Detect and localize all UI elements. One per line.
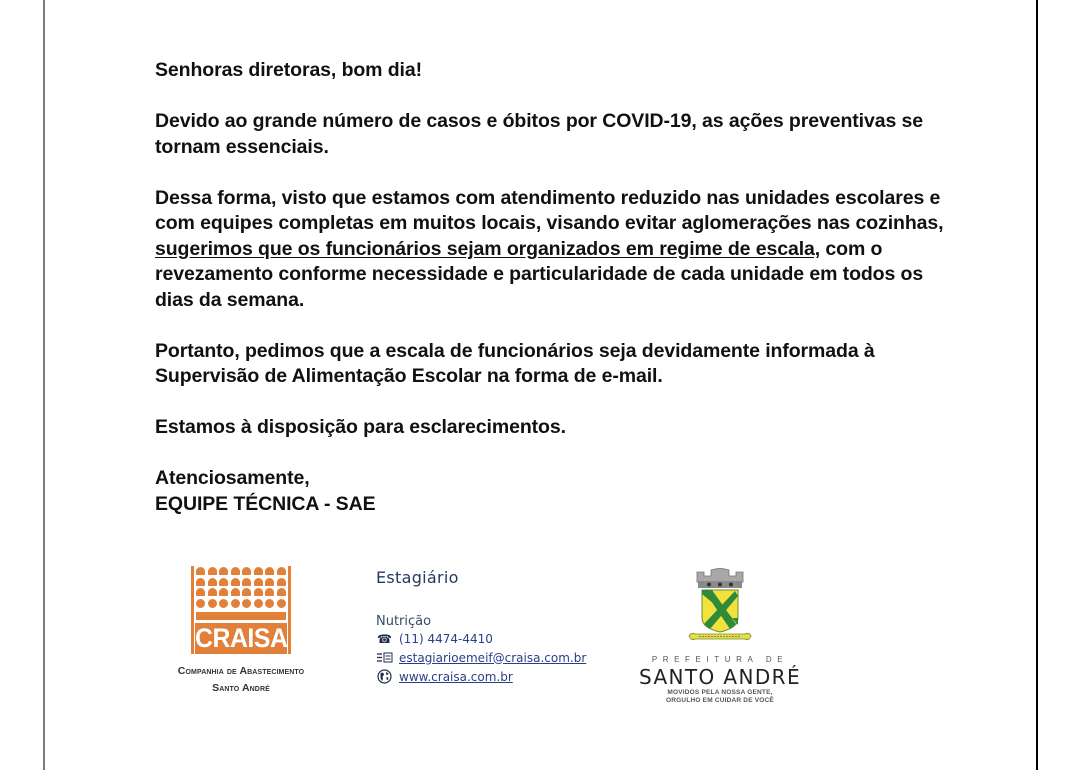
paragraph-availability: Estamos à disposição para esclarecimentos. xyxy=(155,416,566,438)
letter-body xyxy=(155,58,955,517)
contact-title: Estagiário xyxy=(376,568,459,587)
contact-email-line xyxy=(376,648,586,667)
craisa-caption-line2: Santo André xyxy=(212,682,270,694)
paragraph-request: Portanto, pedimos que a escala de funcionários seja devidamente informada à Supervisão de Alimentação Escolar na forma de e-mail. xyxy=(155,339,875,387)
craisa-caption-line1: Companhia de Abastecimento xyxy=(177,665,305,677)
prefeitura-label: PREFEITURA DE xyxy=(651,655,789,664)
contact-department: Nutrição xyxy=(376,614,432,629)
craisa-logo xyxy=(150,566,330,697)
contact-email-link[interactable]: estagiarioemeif@craisa.com.br xyxy=(399,650,587,665)
email-icon xyxy=(376,651,393,664)
paragraph-escala-intro: Dessa forma, visto que estamos com atendimento reduzido nas unidades escolares e com equipes completas em muitos locais, visando evitar aglomerações nas cozinhas, xyxy=(155,186,944,234)
santo-andre-label: SANTO ANDRÉ xyxy=(638,665,801,689)
phone-icon: ☎ xyxy=(377,631,392,646)
greeting: Senhoras diretoras, bom dia! xyxy=(155,59,423,81)
closing: Atenciosamente, xyxy=(155,467,310,489)
craisa-emblem xyxy=(191,566,291,654)
prefeitura-tagline-1: MOVIDOS PELA NOSSA GENTE, xyxy=(667,689,773,696)
page-border-left xyxy=(43,0,45,770)
contact-signature xyxy=(376,568,586,686)
paragraph-covid: Devido ao grande número de casos e óbitos por COVID-19, as ações preventivas se tornam essenciais. xyxy=(155,110,924,158)
coat-of-arms-icon xyxy=(685,568,755,646)
prefeitura-tagline-2: ORGULHO EM CUIDAR DE VOCÊ xyxy=(666,697,774,704)
craisa-dots-pattern xyxy=(196,567,286,609)
paragraph-escala xyxy=(155,186,955,314)
page-border-right xyxy=(1036,0,1038,770)
prefeitura-logo xyxy=(635,568,805,705)
contact-phone-line xyxy=(376,629,586,648)
paragraph-escala-rest: com o revezamento conforme necessidade e particularidade de cada unidade em todos os dias da semana. xyxy=(155,237,924,311)
underlined-suggestion: sugerimos que os funcionários sejam organizados em regime de escala, xyxy=(155,237,821,260)
craisa-caption xyxy=(150,663,332,697)
contact-website-link[interactable]: www.craisa.com.br xyxy=(399,669,513,684)
contact-phone: (11) 4474-4410 xyxy=(399,631,493,646)
contact-website-line xyxy=(376,667,586,686)
craisa-wordmark: CRAISA xyxy=(195,623,288,653)
globe-icon xyxy=(376,670,393,683)
signature: EQUIPE TÉCNICA - SAE xyxy=(155,492,376,515)
